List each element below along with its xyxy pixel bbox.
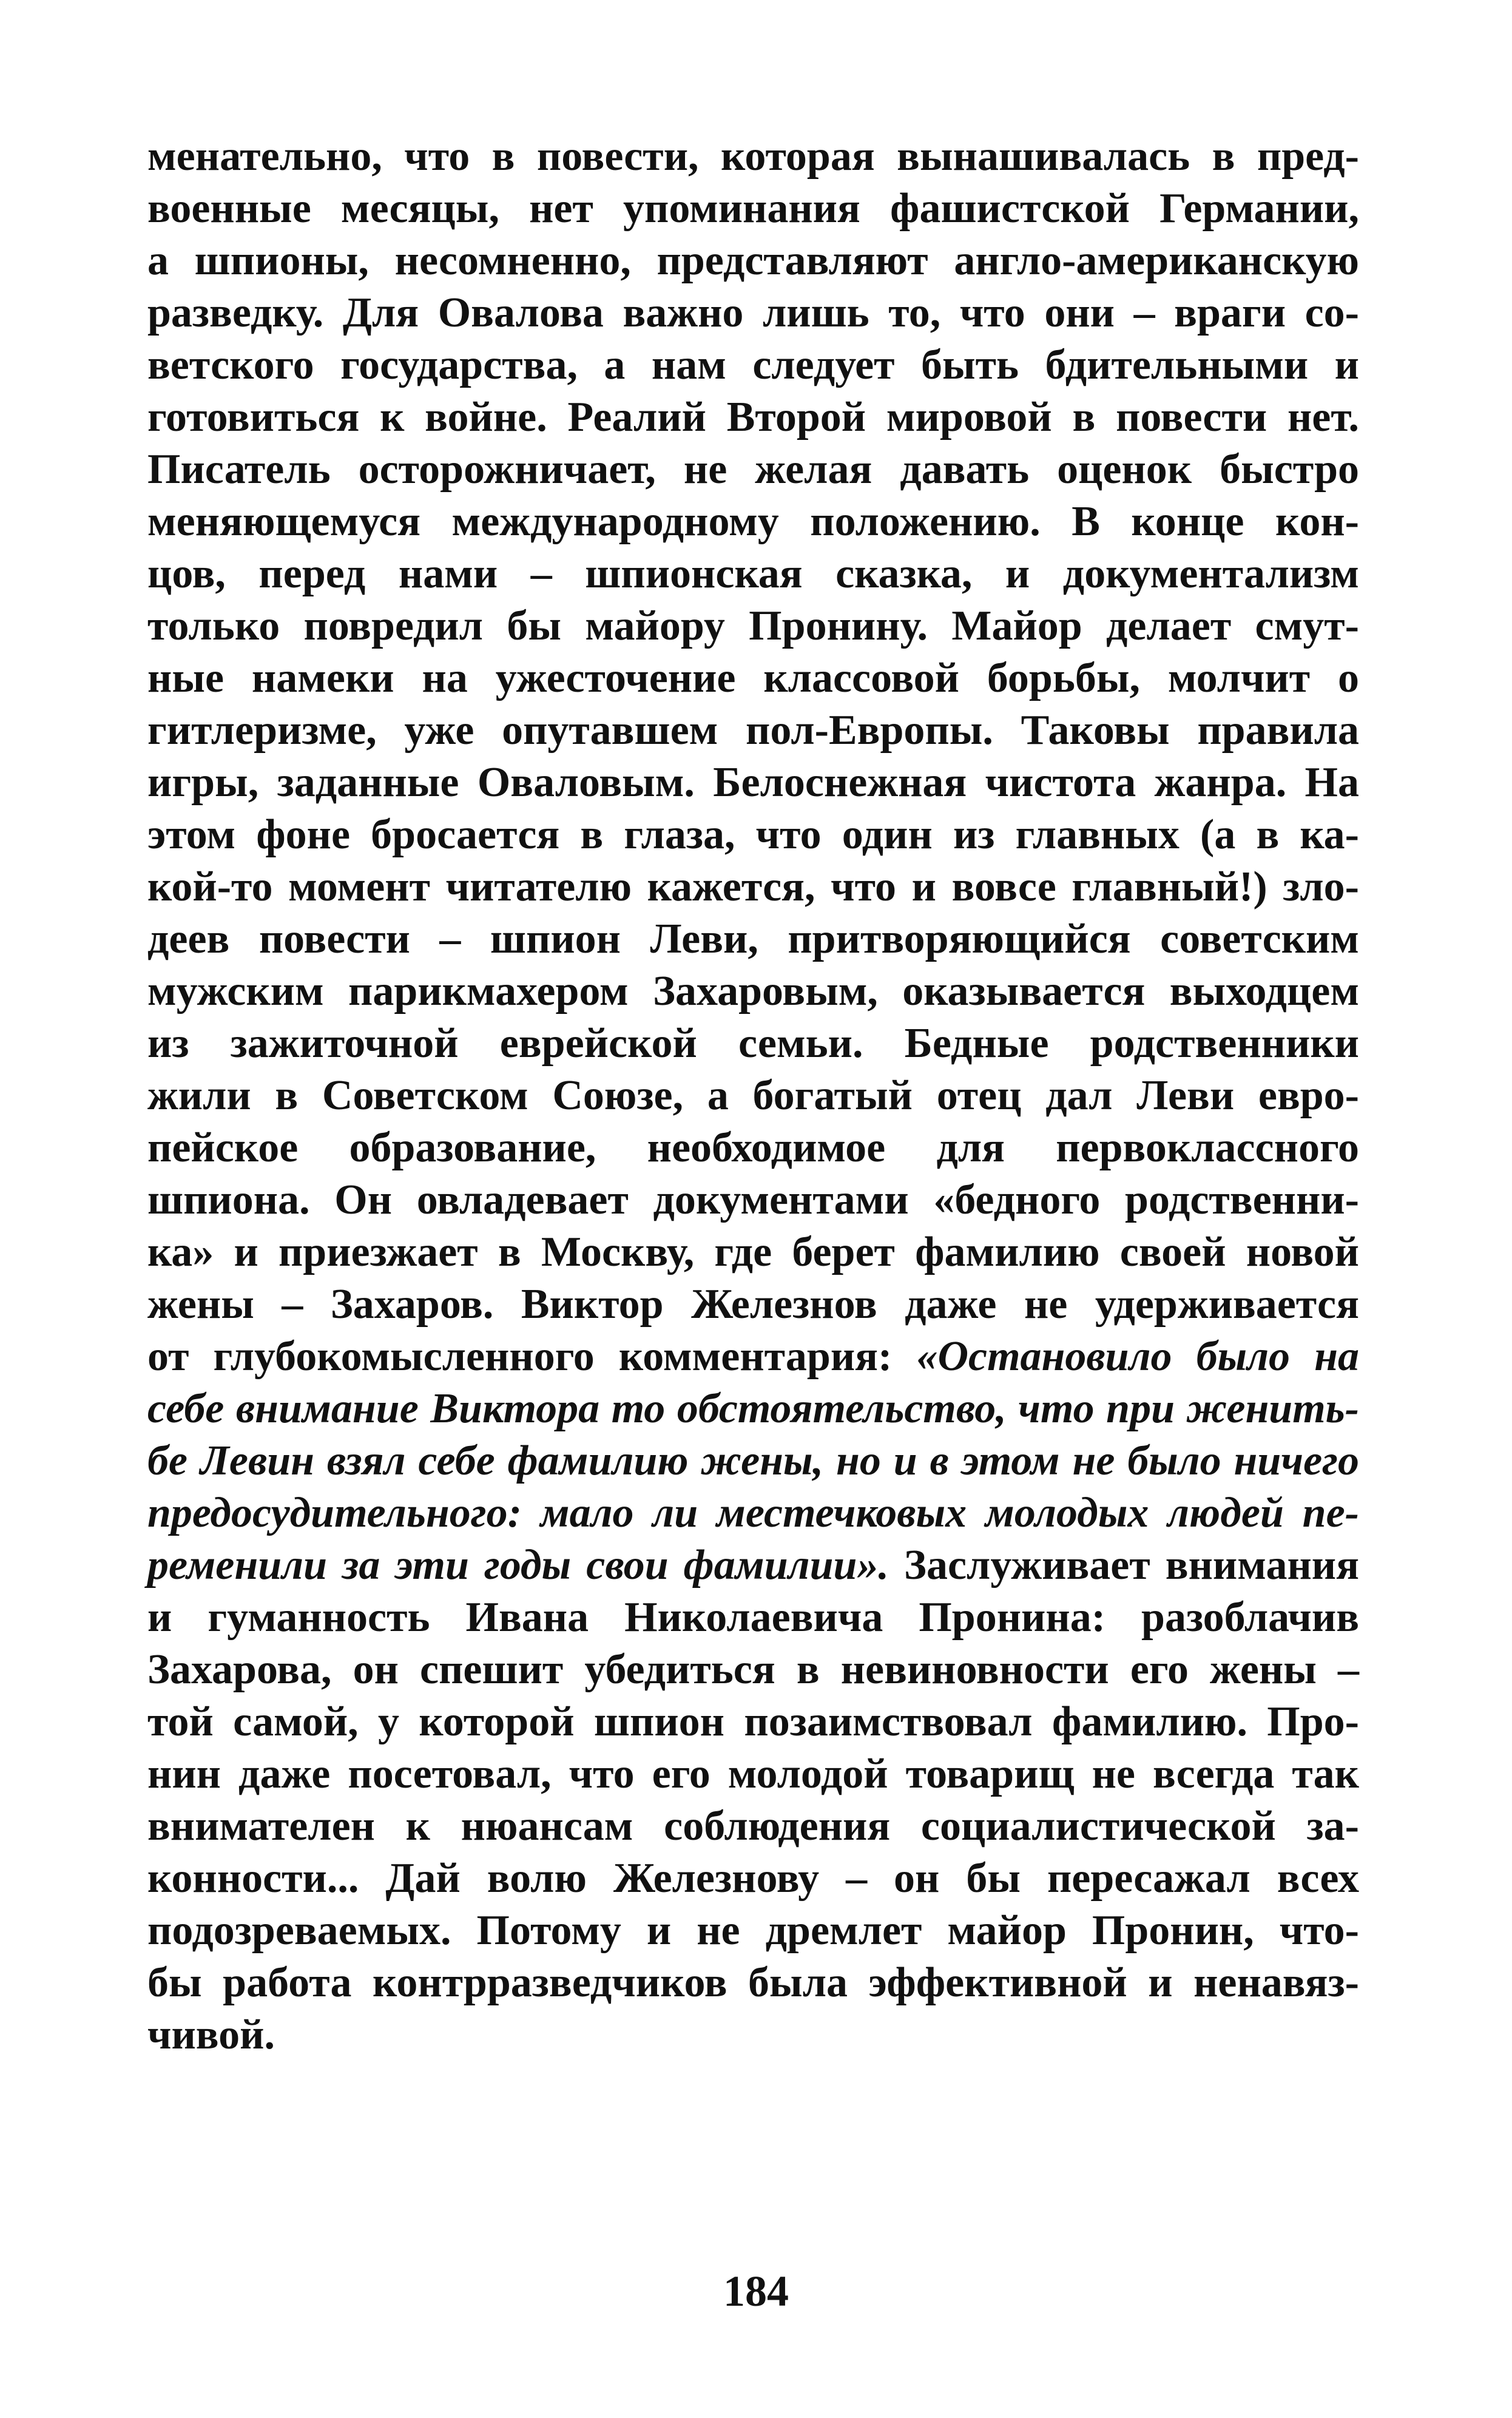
text-line: меняющемуся международному положению. В конце кон- <box>147 498 1359 545</box>
text-line: ветского государства, а нам следует быть бдительными и <box>147 342 1359 388</box>
text-line: из зажиточной еврейской семьи. Бедные родственники <box>147 1020 1359 1067</box>
text-line-last: чивой. <box>147 2011 275 2058</box>
text-line-mixed <box>147 1539 1359 1592</box>
text-line: цов, перед нами – шпионская сказка, и документализм <box>147 550 1359 597</box>
text-line: ка» и приезжает в Москву, где берет фамилию своей новой <box>147 1229 1359 1275</box>
text-run: от глубокомысленного комментария: <box>147 1333 917 1380</box>
text-line: а шпионы, несомненно, представляют англо-американскую <box>147 237 1359 284</box>
text-line: Захарова, он спешит убедиться в невиновности его жены – <box>147 1646 1359 1693</box>
text-line: и гуманность Ивана Николаевича Пронина: разоблачив <box>147 1594 1359 1641</box>
quote-line: себе внимание Виктора то обстоятельство, что при женить- <box>147 1385 1359 1432</box>
text-line: только повредил бы майору Пронину. Майор делает смут- <box>147 603 1359 649</box>
quote-line: предосудительного: мало ли местечковых молодых людей пе- <box>147 1490 1359 1536</box>
text-line: нин даже посетовал, что его молодой товарищ не всегда так <box>147 1751 1359 1797</box>
text-line: жены – Захаров. Виктор Железнов даже не удерживается <box>147 1281 1359 1328</box>
text-line: гитлеризме, уже опутавшем пол-Европы. Таковы правила <box>147 707 1359 754</box>
text-line: жили в Советском Союзе, а богатый отец дал Леви евро- <box>147 1072 1359 1119</box>
text-line: готовиться к войне. Реалий Второй мировой в повести нет. <box>147 394 1359 441</box>
text-line: военные месяцы, нет упоминания фашистской Германии, <box>147 185 1359 232</box>
text-run: Заслуживает внимания <box>888 1542 1360 1589</box>
quote-run: «Остановило было на <box>916 1333 1359 1380</box>
text-line: Писатель осторожничает, не желая давать оценок быстро <box>147 446 1359 493</box>
text-line: конности... Дай волю Железнову – он бы пересажал всех <box>147 1855 1359 1902</box>
text-line: менательно, что в повести, которая вынашивалась в пред- <box>147 133 1359 180</box>
text-line: этом фоне бросается в глаза, что один из главных (а в ка- <box>147 811 1359 858</box>
text-line-mixed <box>147 1331 1359 1383</box>
page-number: 184 <box>723 2267 789 2315</box>
text-line: шпиона. Он овладевает документами «бедного родственни- <box>147 1177 1359 1223</box>
text-line: подозреваемых. Потому и не дремлет майор Пронин, что- <box>147 1907 1359 1954</box>
text-line: ные намеки на ужесточение классовой борьбы, молчит о <box>147 655 1359 701</box>
text-line: кой-то момент читателю кажется, что и вовсе главный!) зло- <box>147 863 1359 910</box>
text-line: внимателен к нюансам соблюдения социалистической за- <box>147 1803 1359 1849</box>
text-line: мужским парикмахером Захаровым, оказывается выходцем <box>147 968 1359 1015</box>
text-line: деев повести – шпион Леви, притворяющийся советским <box>147 916 1359 962</box>
quote-line: бе Левин взял себе фамилию жены, но и в этом не было ничего <box>147 1437 1359 1484</box>
quote-run: ременили за эти годы свои фамилии». <box>147 1542 889 1589</box>
text-line: той самой, у которой шпион позаимствовал фамилию. Про- <box>147 1698 1359 1745</box>
text-line: разведку. Для Овалова важно лишь то, что они – враги со- <box>147 289 1359 336</box>
text-line: пейское образование, необходимое для первоклассного <box>147 1124 1359 1171</box>
text-line: бы работа контрразведчиков была эффективной и ненавяз- <box>147 1959 1359 2006</box>
text-line: игры, заданные Оваловым. Белоснежная чистота жанра. На <box>147 759 1359 806</box>
